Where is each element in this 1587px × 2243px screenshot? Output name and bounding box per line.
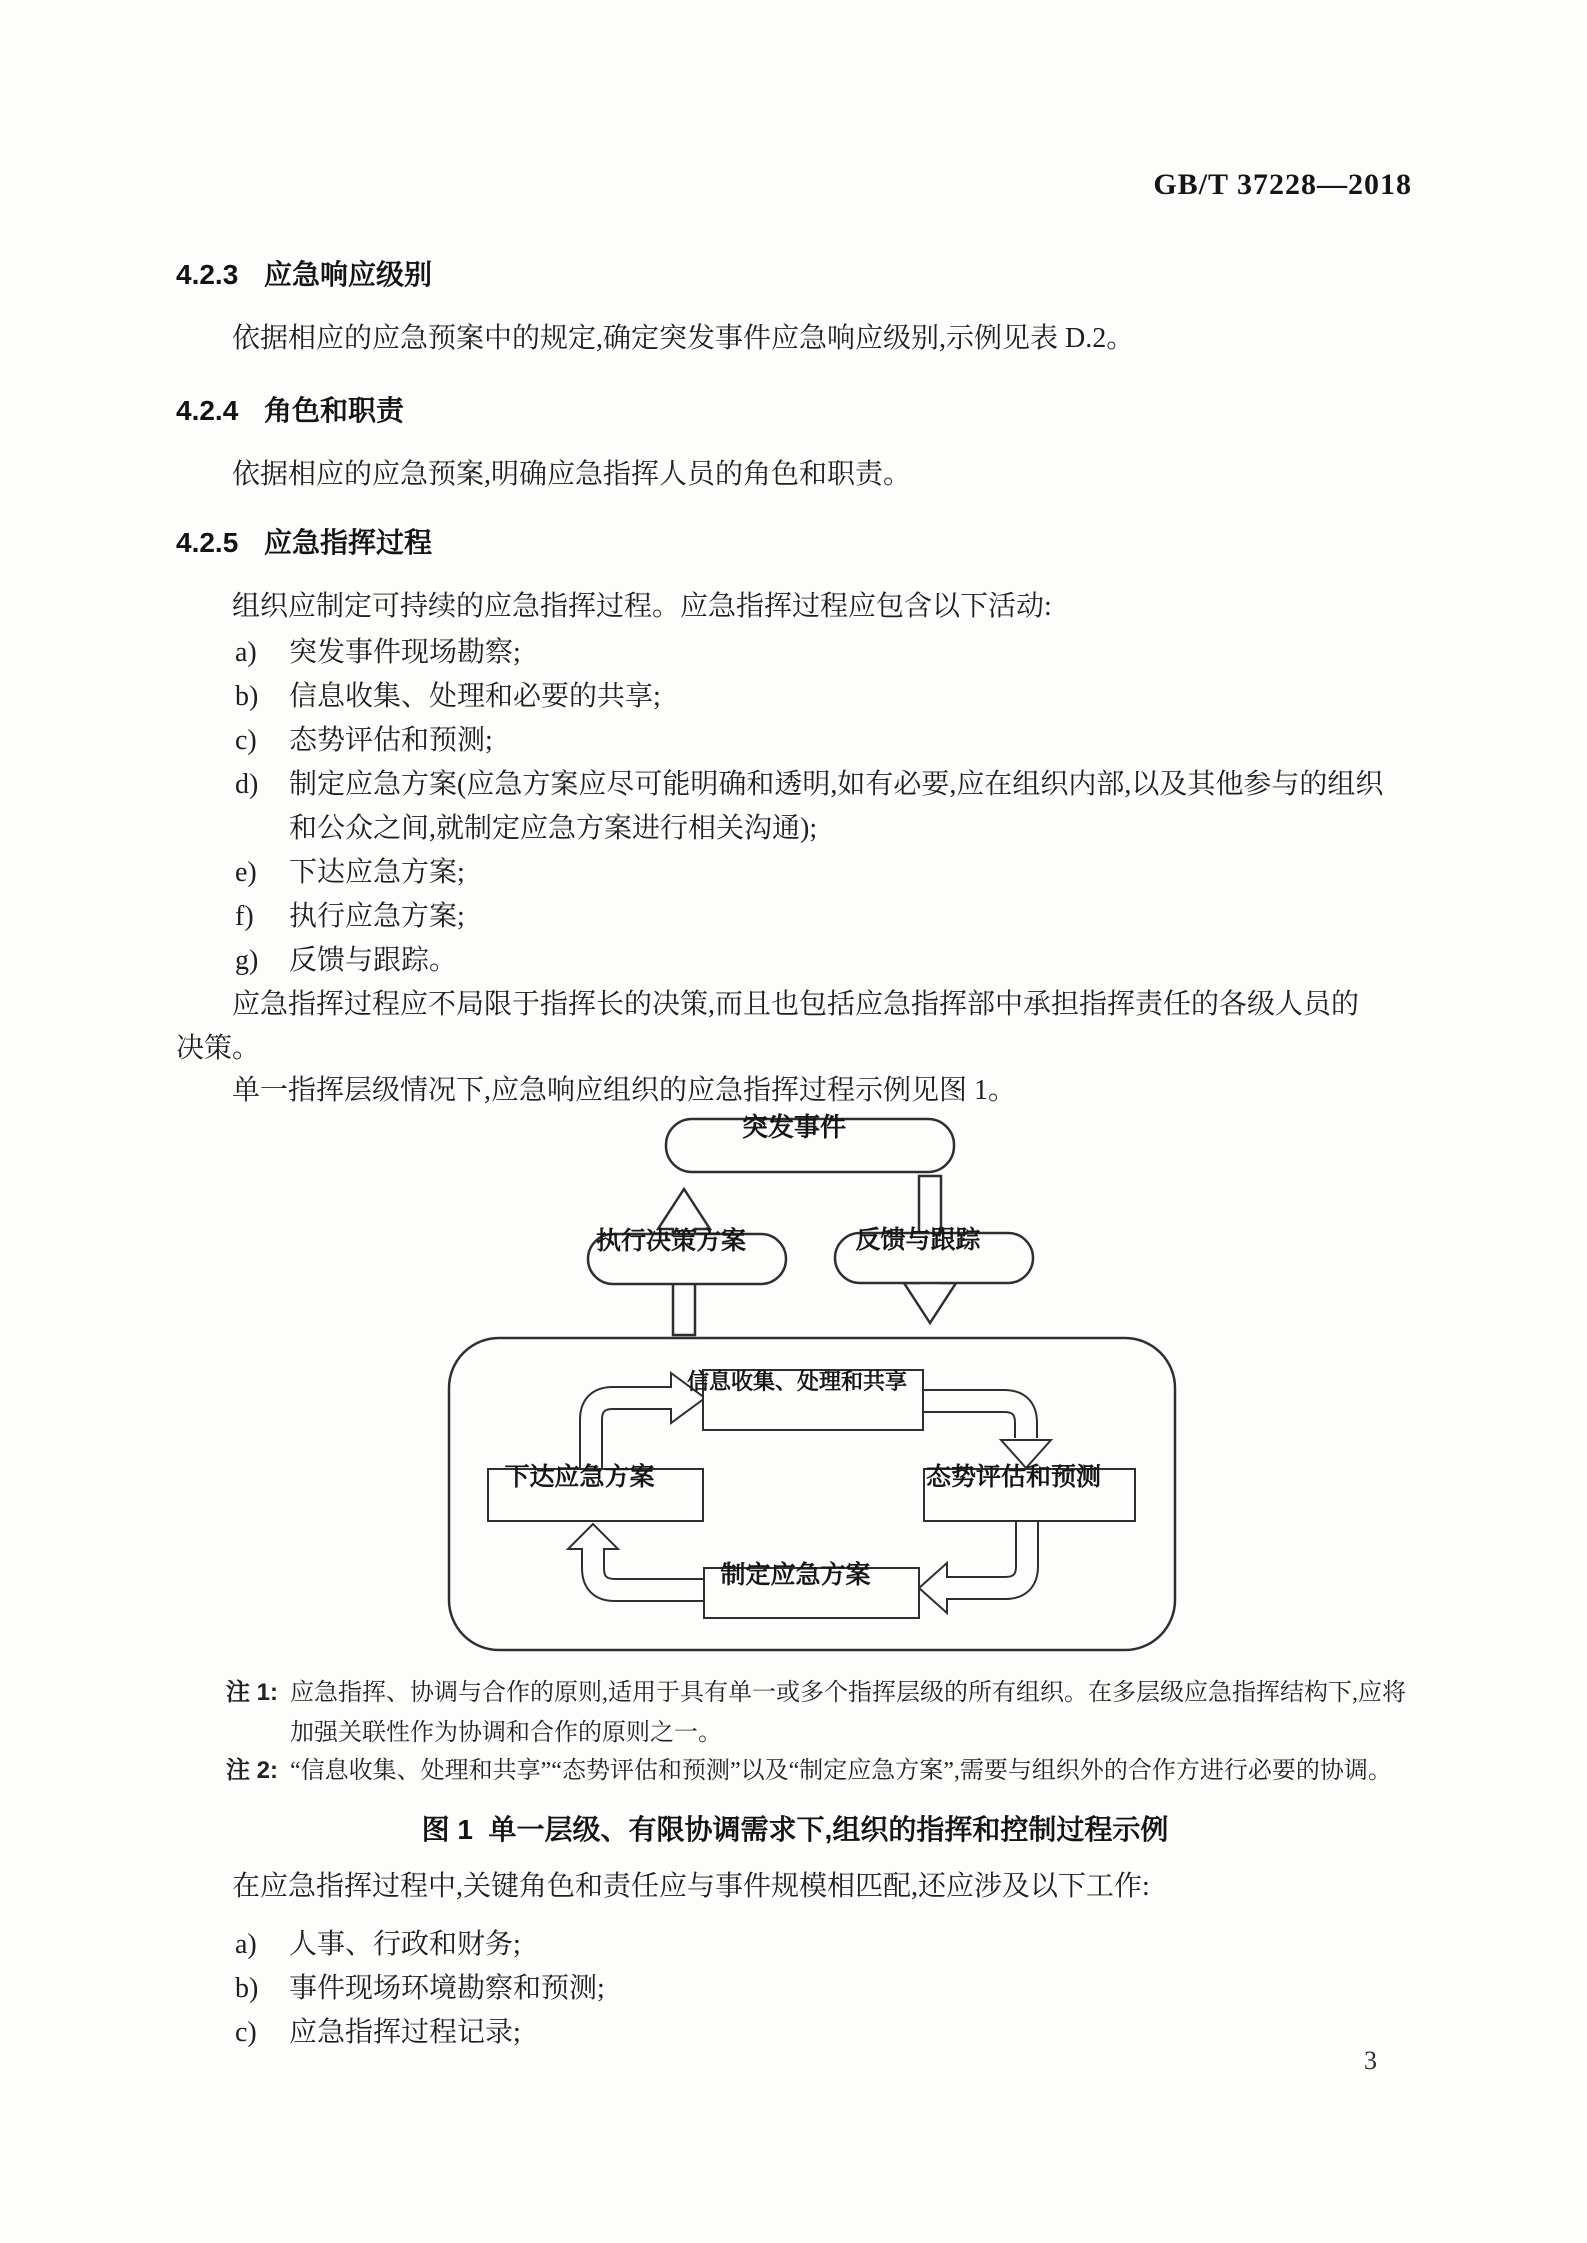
list-item-label: c) (235, 725, 257, 756)
list-item-text: 应急指挥过程记录; (289, 2017, 521, 2048)
paragraph-4-2-3: 依据相应的应急预案中的规定,确定突发事件应急响应级别,示例见表 D.2。 (232, 323, 1135, 354)
list-item-b (235, 680, 661, 714)
node-assess-label: 态势评估和预测 (925, 1463, 1101, 1491)
list-item-text: 执行应急方案; (289, 901, 465, 932)
list-item-label: f) (235, 901, 254, 932)
figure-intro-line: 单一指挥层级情况下,应急响应组织的应急指挥过程示例见图 1。 (232, 1075, 1017, 1106)
post-list-item-c (235, 2016, 521, 2050)
heading-title: 应急指挥过程 (264, 527, 433, 558)
list-item-label: b) (235, 681, 259, 712)
page-number: 3 (1364, 2046, 1377, 2075)
list-item-text: 态势评估和预测; (289, 725, 493, 756)
list-item-label: a) (235, 637, 257, 668)
standard-number: GB/T 37228—2018 (1153, 168, 1412, 201)
node-develop-label: 制定应急方案 (720, 1561, 871, 1589)
list-item-label: e) (235, 857, 257, 888)
list-item-g (235, 944, 457, 978)
note-2-label: 注 2: (226, 1757, 279, 1784)
paragraph-4-2-5-intro: 组织应制定可持续的应急指挥过程。应急指挥过程应包含以下活动: (232, 591, 1052, 622)
post-list-item-a (235, 1928, 521, 1962)
post-list-item-b (235, 1972, 605, 2006)
note-1-line2: 加强关联性作为协调和合作的原则之一。 (290, 1720, 722, 1746)
list-item-text: 事件现场环境勘察和预测; (289, 1973, 605, 2004)
node-incident-label: 突发事件 (741, 1112, 846, 1142)
figure-1-caption: 图 1 单一层级、有限协调需求下,组织的指挥和控制过程示例 (421, 1814, 1169, 1845)
list-item-label: d) (235, 769, 259, 800)
heading-title: 角色和职责 (264, 395, 405, 426)
note-1-line1: 注 1: 应急指挥、协调与合作的原则,适用于具有单一或多个指挥层级的所有组织。在多层级应急指挥结构下,应将 (226, 1679, 1406, 1706)
heading-title: 应急响应级别 (264, 259, 433, 290)
list-item-label: b) (235, 1973, 259, 2004)
list-item-text: 制定应急方案(应急方案应尽可能明确和透明,如有必要,应在组织内部,以及其他参与的组织 (289, 769, 1384, 800)
post-figure-intro: 在应急指挥过程中,关键角色和责任应与事件规模相匹配,还应涉及以下工作: (232, 1871, 1150, 1902)
list-item-f (235, 900, 465, 934)
heading-4-2-4 (176, 394, 404, 428)
heading-number: 4.2.4 (176, 395, 239, 426)
list-item-d (235, 768, 1383, 802)
note-2-line1: 注 2: “信息收集、处理和共享”“态势评估和预测”以及“制定应急方案”,需要与组织外的合作方进行必要的协调。 (226, 1757, 1392, 1784)
list-item-text: 突发事件现场勘察; (289, 637, 521, 668)
list-item-a (235, 636, 521, 670)
paragraph-4-2-4: 依据相应的应急预案,明确应急指挥人员的角色和职责。 (232, 459, 912, 490)
list-item-text: 信息收集、处理和必要的共享; (289, 681, 661, 712)
heading-number: 4.2.3 (176, 259, 239, 290)
closing-paragraph-line2: 决策。 (176, 1033, 261, 1064)
node-issue-label: 下达应急方案 (504, 1463, 655, 1491)
heading-4-2-3 (176, 258, 432, 292)
heading-4-2-5 (176, 526, 432, 560)
list-item-e (235, 856, 465, 890)
note-1-label: 注 1: (226, 1679, 279, 1706)
list-item-text: 下达应急方案; (289, 857, 465, 888)
node-collect-label: 信息收集、处理和共享 (687, 1369, 908, 1394)
node-feedback-label: 反馈与跟踪 (855, 1226, 981, 1254)
list-item-d-line2: 和公众之间,就制定应急方案进行相关沟通); (289, 813, 818, 844)
list-item-text: 反馈与跟踪。 (289, 945, 458, 976)
list-item-label: a) (235, 1929, 257, 1960)
heading-number: 4.2.5 (176, 527, 239, 558)
list-item-text: 人事、行政和财务; (289, 1929, 521, 1960)
closing-paragraph-line1: 应急指挥过程应不局限于指挥长的决策,而且也包括应急指挥部中承担指挥责任的各级人员的 (232, 989, 1360, 1020)
list-item-c (235, 724, 493, 758)
list-item-label: g) (235, 945, 259, 976)
list-item-label: c) (235, 2017, 257, 2048)
node-execute-label: 执行决策方案 (595, 1227, 746, 1255)
